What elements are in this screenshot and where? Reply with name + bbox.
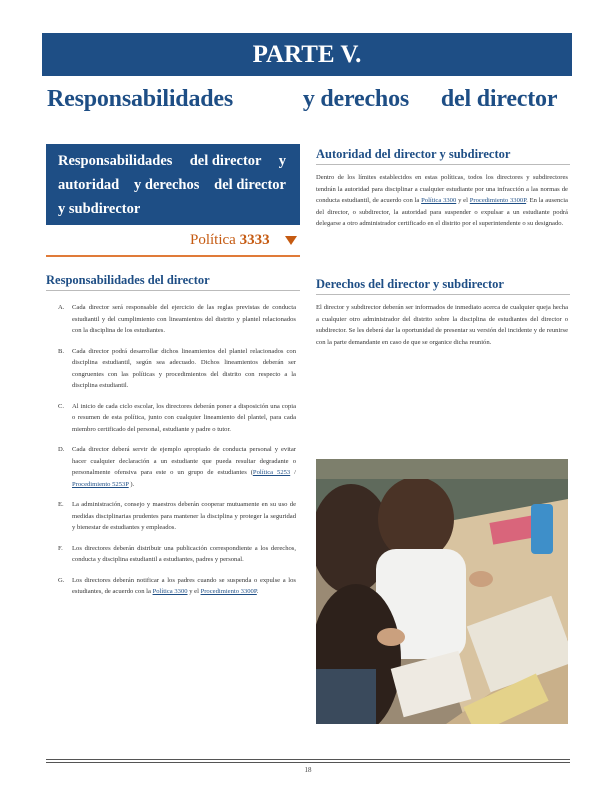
item-letter: C. [58, 402, 65, 410]
list-item [58, 401, 296, 436]
footer-rule [46, 762, 570, 763]
list-item [58, 499, 296, 534]
policy-3300-link[interactable]: Política 3300 [152, 588, 188, 595]
divider [46, 255, 300, 257]
section-title-derechos: Derechos del director y subdirector [316, 277, 504, 291]
page-number: 18 [304, 766, 312, 774]
heading-line-3: y subdirector [58, 201, 141, 217]
item-letter: E. [58, 501, 64, 508]
caret-down-icon[interactable] [285, 236, 297, 245]
item-text: Cada director será responsable del ejercicio de las reglas previstas de conducta estudiantil y del cumplimiento con lineamientos del distrito y plantel relacionados con la disciplina de los estudiantes. [72, 304, 296, 334]
divider [46, 290, 300, 291]
authority-paragraph [316, 172, 568, 230]
policy-3300-link[interactable]: Política 3300 [421, 197, 457, 204]
title-word-2: y derechos [302, 86, 410, 112]
item-text: y el [187, 588, 201, 595]
item-text: ). [128, 480, 135, 488]
rights-paragraph: El director y subdirector deberán ser informados de inmediato acerca de cualquier queja hecha a cualquier otro administrador del distrito sobre la disciplina de estudiantes del director o subdirector. Se les deberá dar la oportunidad de presentar su versión del incidente y de reunirse con la parte demandante en caso de que se organice dicha reunión. [316, 304, 568, 346]
footer-rule [46, 759, 570, 760]
item-letter: F. [58, 544, 63, 552]
heading-word: autoridad [58, 177, 120, 193]
heading-word: y derechos [134, 177, 200, 193]
policy-number: 3333 [239, 232, 270, 248]
policy-word: Política [190, 232, 236, 248]
policy-5253-link[interactable]: Política 5253 [252, 469, 291, 476]
item-text: La administración, consejo y maestros deberán cooperar mutuamente en su uso de medidas disciplinarias prudentes para mantener la disciplina y proteger la seguridad y bienestar de estudiantes y empleados. [72, 501, 296, 531]
item-text: Cada director deberá servir de ejemplo apropiado de conducta personal y evitar hacer cualquier declaración a un estudiante que pueda resultar degradante o personalmente ofensiva para este o un grupo de estudiantes ( [72, 446, 296, 476]
policy-label [190, 232, 270, 249]
section-title-autoridad: Autoridad del director y subdirector [316, 147, 511, 161]
section-heading-box [46, 144, 300, 225]
list-item [58, 346, 296, 392]
item-text: Al inicio de cada ciclo escolar, los directores deberán poner a disposición una copia o resumen de esta política, junto con cualquier lineamiento del plantel, para cada miembro certificado del personal, estudiante y padre o tutor. [72, 402, 296, 433]
heading-word: del director [214, 177, 286, 193]
item-text: Cada director podrá desarrollar dichos lineamientos del plantel relacionados con disciplina estudiantil, según sea adecuado. Dichos lineamientos deberán ser congruentes con las políticas y procedimientos del distrito con respecto a la disciplina estudiantil. [72, 347, 296, 389]
list-item [58, 444, 296, 490]
part-banner: PARTE V. [42, 33, 572, 76]
classroom-photo [316, 459, 568, 724]
responsibilities-list [58, 302, 296, 607]
heading-word: y [278, 153, 286, 169]
item-text: . [256, 588, 259, 595]
title-word-1: Responsabilidades [47, 86, 233, 112]
item-letter: A. [58, 304, 65, 311]
procedure-5253p-link[interactable]: Procedimiento 5253P [72, 480, 129, 488]
list-item [58, 302, 296, 337]
heading-word: Responsabilidades [58, 153, 173, 169]
divider [316, 294, 570, 295]
section-title-responsabilidades: Responsabilidades del director [46, 273, 210, 287]
title-word-3: del director [440, 86, 558, 112]
list-item [58, 575, 296, 598]
item-letter: D. [58, 446, 65, 453]
item-text: Los directores deberán notificar a los padres cuando se suspenda o expulse a los estudiantes, de acuerdo con la [72, 576, 296, 595]
para-text: Dentro de los límites establecidos en estas políticas, todos los directores y subdirectores tendrán la autoridad para disciplinar a cualquier estudiante por una infracción a las normas de conducta estudiantil, de acuerdo con la [316, 174, 568, 204]
item-letter: B. [58, 347, 65, 355]
procedure-3300p-link[interactable]: Procedimiento 3300P [200, 588, 257, 595]
heading-word: del director [189, 153, 262, 169]
page-title [47, 86, 558, 113]
list-item [58, 543, 296, 566]
item-text: / [290, 469, 297, 476]
divider [316, 164, 570, 165]
procedure-3300p-link[interactable]: Procedimiento 3300P [469, 197, 527, 204]
para-text: . En la ausencia del director, o subdirector, la autoridad para suspender o expulsar a un estudiante podrá delegarse a otro administrador certificado en el distrito por el superintendente o su designado. [316, 197, 568, 227]
item-text: Los directores deberán distribuir una publicación correspondiente a los derechos, conducta y disciplina estudiantil a estudiantes, padres y personal. [72, 544, 296, 563]
item-letter: G. [58, 576, 65, 584]
para-text: y el [456, 197, 470, 204]
